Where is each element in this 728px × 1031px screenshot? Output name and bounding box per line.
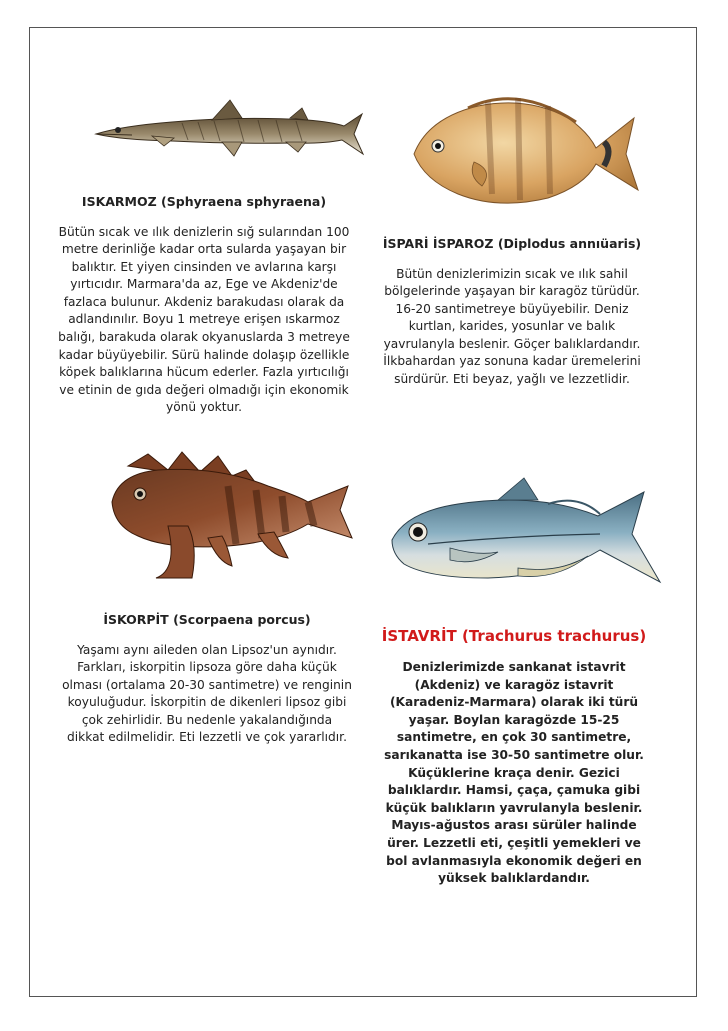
horse-mackerel-illustration — [388, 470, 666, 600]
scorpion-fish-illustration — [108, 446, 358, 586]
iskorpit-section — [62, 611, 352, 747]
ispari-description: Bütün denizlerimizin sıcak ve ılık sahil bölgelerinde yaşayan bir karagöz türüdür. 16-20 santimetreye büyüyebilir. Deniz kurtlan, karides, yosunlar ve balık yavrulanyla beslenir. Göçer balıklardandır. İlkbahardan yaz sonuna kadar üremelerini sürdürür. Eti beyaz, yağlı ve lezzetlidir. — [383, 266, 641, 387]
barracuda-illustration — [92, 96, 364, 166]
istavrit-title: İSTAVRİT (Trachurus trachurus) — [381, 627, 647, 645]
iskorpit-title: İSKORPİT (Scorpaena porcus) — [103, 612, 311, 627]
iskarmoz-title: ISKARMOZ (Sphyraena sphyraena) — [81, 194, 327, 209]
istavrit-section — [380, 627, 648, 888]
iskarmoz-description: Bütün sıcak ve ılık denizlerin sığ sularından 100 metre derinliğe kadar orta sularda yaşayan bir balıktır. Et yiyen cinsinden ve avlarına karşı yırtıcıdır. Marmara'da az, Ege ve Akdeniz'de fazlaca bulunur. Akdeniz barakudası olarak da adlandınılır. Boyu 1 metreye erişen ıskarmoz balığı, barakuda olarak okyanuslarda 3 metreye kadar büyüyebilir. Sürü halinde dolaşıp özellikle köpek balıklarına hücum ederler. Fazla yırtıcılığı ve etinin de gıda değeri olmadığı için ekonomik yönü yoktur. — [58, 224, 350, 415]
sea-bream-illustration — [408, 78, 644, 218]
istavrit-description: Denizlerimizde sankanat istavrit (Akdeniz) ve karagöz istavrit (Karadeniz-Marmara) olarak iki türü yaşar. Boylan karagözde 15-25 santimetre, en çok 30 santimetre, sarıkanatta ise 30-50 santimetre olur. Küçüklerine kraça denir. Gezici balıklardır. Hamsi, çaça, çamuka gibi küçük balıkların yavrulanyla beslenir. Mayıs-ağustos arası sürüler halinde ürer. Lezzetli eti, çeşitli yemekleri ve bol avlanmasıyla ekonomik değeri en yüksek balıklardandır. — [384, 660, 644, 886]
ispari-title: İSPARİ İSPAROZ (Diplodus annıüaris) — [382, 236, 642, 251]
iskarmoz-section — [58, 193, 350, 417]
iskorpit-description: Yaşamı aynı aileden olan Lipsoz'un aynıdır. Farkları, iskorpitin lipsoza göre daha küçük olması (ortalama 20-30 santimetre) ve renginin koyuluğudur. İskorpitin de dikenleri lipsoz gibi çok zehirlidir. Bu nedenle yakalandığında dikkat edilmelidir. Eti lezzetli ve çok yararlıdır. — [62, 642, 352, 745]
ispari-section — [376, 235, 648, 389]
